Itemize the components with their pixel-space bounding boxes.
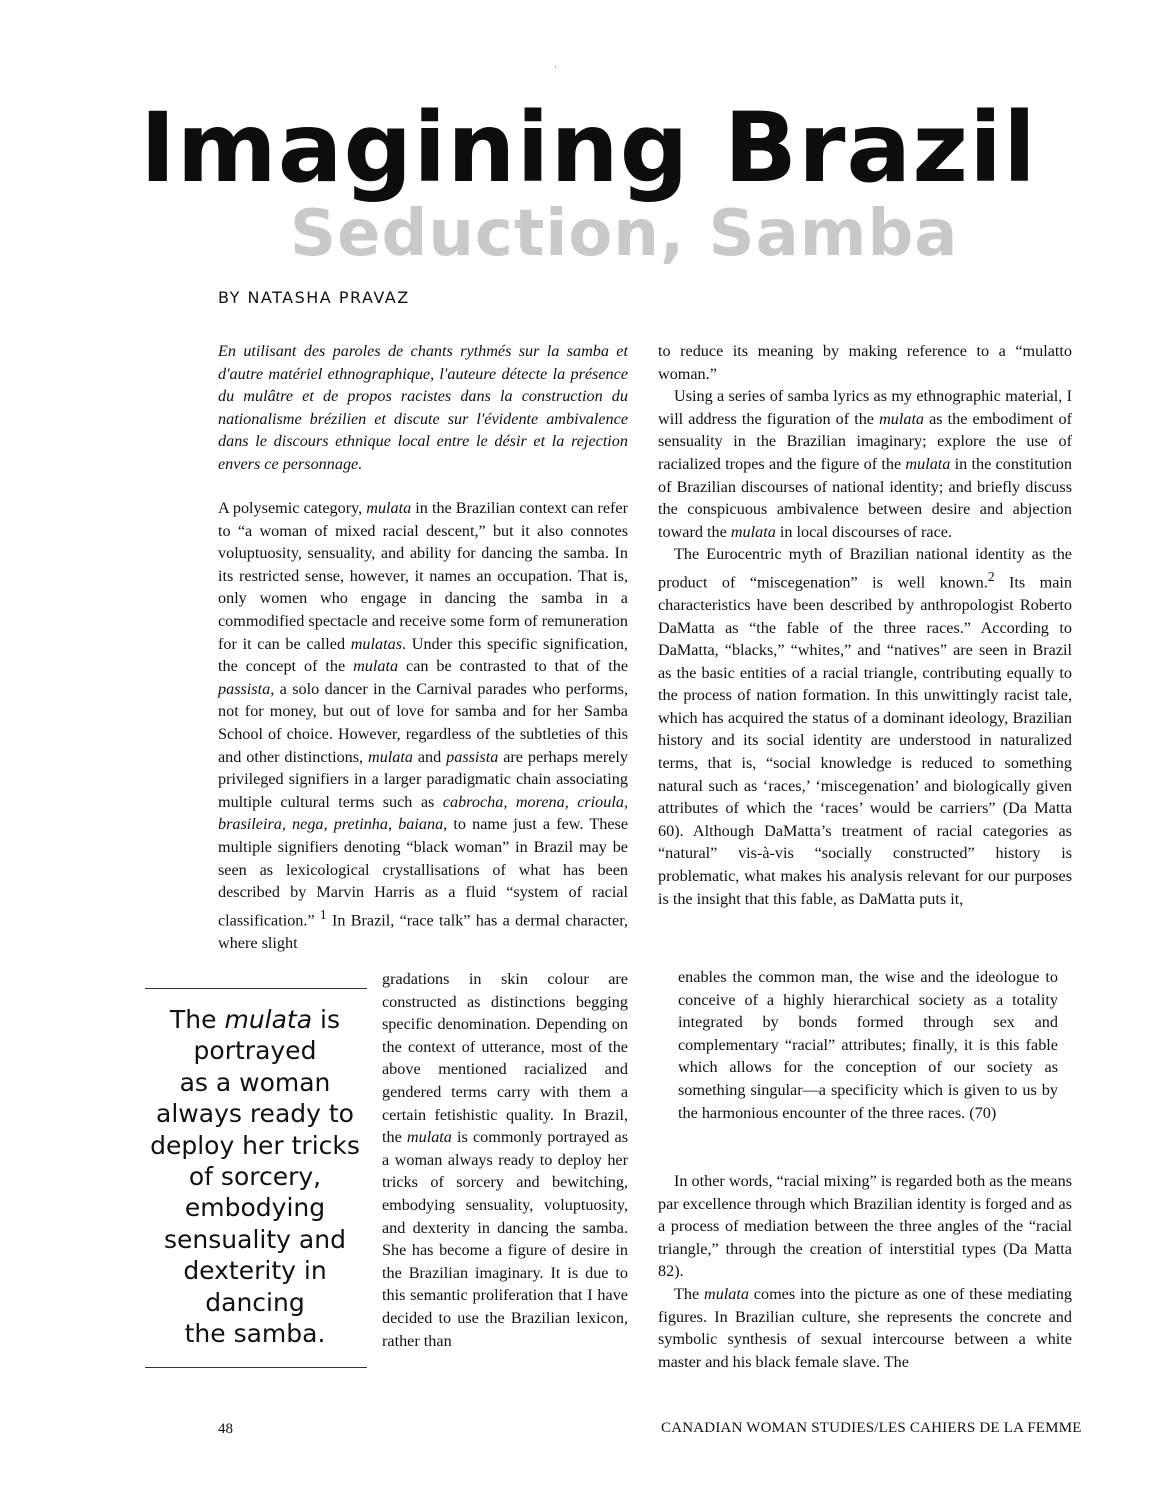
paragraph-myth: The Eurocentric myth of Brazilian national identity as the product of “miscegenation” is well known.$^2$ Its main characteristics have been described by anthropologist Roberto DaMatta as “the fable of the three races.” According to DaMatta, “blacks,” “whites,” and “natives” are seen in Brazil as the basic entities of a racial triangle, contributing equally to the process of nation formation. In this unwittingly racist tale, which has acquired the status of a dominant ideology, Brazilian history and its social identity are understood in naturalized terms, that is, “social knowledge is reduced to something natural such as ‘races,’ ‘miscegenation’ and biologically given attributes of which the ‘races’ would be carriers” (Da Matta 60). Although DaMatta’s treatment of racial categories as “natural” vis-à-vis “socially constructed” history is problematic, what makes his analysis relevant for our purposes is the insight that this fable, as DaMatta puts it, bbox=[658, 545, 1073, 908]
right-column bbox=[658, 340, 1072, 910]
paragraph-mediating-figure: The mulata comes into the picture as one of these mediating figures. In Brazilian culture, she represents the concrete and symbolic synthesis of sexual intercourse between a white master and his black female slave. The bbox=[658, 1284, 1072, 1371]
paragraph-racial-mixing: In other words, “racial mixing” is regarded both as the means par excellence through which Brazilian identity is forged and as a process of mediation between the three angles of the “racial triangle,” through the creation of interstitial types (Da Matta 82). bbox=[658, 1172, 1072, 1281]
article-subtitle: Seduction, Samba bbox=[290, 197, 959, 271]
journal-name: CANADIAN WOMAN STUDIES/LES CAHIERS DE LA FEMME bbox=[661, 1420, 1082, 1436]
page-number: 48 bbox=[218, 1421, 233, 1437]
left-column bbox=[218, 497, 628, 954]
right-column-lower bbox=[658, 1170, 1072, 1373]
block-quote: enables the common man, the wise and the ideologue to conceive of a highly hierarchical society as a totality integrated by bonds formed through sex and complementary “racial” attributes; finally, it is this fable which allows for the conception of our society as something singular—a specificity which is given to us by the harmonious encounter of the three races. (70) bbox=[678, 968, 1058, 1122]
paragraph-continuation: to reduce its meaning by making reference to a “mulatto woman.” bbox=[658, 342, 1072, 383]
paragraph-intro-continued: gradations in skin colour are constructed as distinctions begging specific denomination. Depending on the context of utterance, most of the above mentioned racialized and gendered terms carry with them a certain fetishistic quality. In Brazil, the mulata is commonly portrayed as a woman always ready to deploy her tricks of sorcery and bewitching, embodying sensuality, voluptuosity, and dexterity in dancing the samba. She has become a figure of desire in the Brazilian imaginary. It is due to this semantic proliferation that I have decided to use the Brazilian lexicon, rather than bbox=[382, 970, 628, 1350]
left-column-continuation bbox=[382, 968, 628, 1352]
pull-quote-bottom-rule bbox=[145, 1367, 367, 1368]
paragraph-method: Using a series of samba lyrics as my ethnographic material, I will address the figuration of the mulata as the embodiment of sensuality in the Brazilian imaginary; explore the use of racialized tropes and the figure of the mulata in the constitution of Brazilian discourses of national identity; and briefly discuss the conspicuous ambivalence between desire and abjection toward the mulata in local discourses of race. bbox=[658, 387, 1072, 541]
article-title: Imagining Brazil bbox=[140, 92, 1037, 204]
paragraph-intro: A polysemic category, mulata in the Brazilian context can refer to “a woman of mixed racial descent,” but it also connotes voluptuosity, sensuality, and ability for dancing the samba. In its restricted sense, however, it names an occupation. That is, only women who engage in dancing the samba in a commodified spectacle and receive some form of remuneration for it can be called mulatas. Under this specific signification, the concept of the mulata can be contrasted to that of the passista, a solo dancer in the Carnival parades who performs, not for money, but out of love for samba and for her Samba School of choice. However, regardless of the subtleties of this and other distinctions, mulata and passista are perhaps merely privileged signifiers in a larger paradigmatic chain associating multiple cultural terms such as cabrocha, morena, crioula, brasileira, nega, pretinha, baiana, to name just a few. These multiple signifiers denoting “black woman” in Brazil may be seen as lexicological crystallisations of what has been described by Marvin Harris as a fluid “system of racial classification.” $^1$ In Brazil, “race talk” has a dermal character, where slight bbox=[218, 499, 629, 952]
pull-quote: The mulata is portrayed as a woman always ready to deploy her tricks of sorcery, embodying sensuality and dexterity in dancing the samba. bbox=[150, 1005, 360, 1349]
pull-quote-top-rule bbox=[145, 988, 367, 989]
french-abstract: En utilisant des paroles de chants rythmés sur la samba et d'autre matériel ethnographique, l'auteure détecte la présence du mulâtre et de propos racistes dans la construction du nationalisme brézilien et discute sur l'évidente ambivalence dans le discours ethnique local entre le désir et la rejection envers ce personnage. bbox=[218, 342, 628, 473]
scan-mark bbox=[555, 66, 556, 68]
byline: BY NATASHA PRAVAZ bbox=[218, 288, 410, 307]
